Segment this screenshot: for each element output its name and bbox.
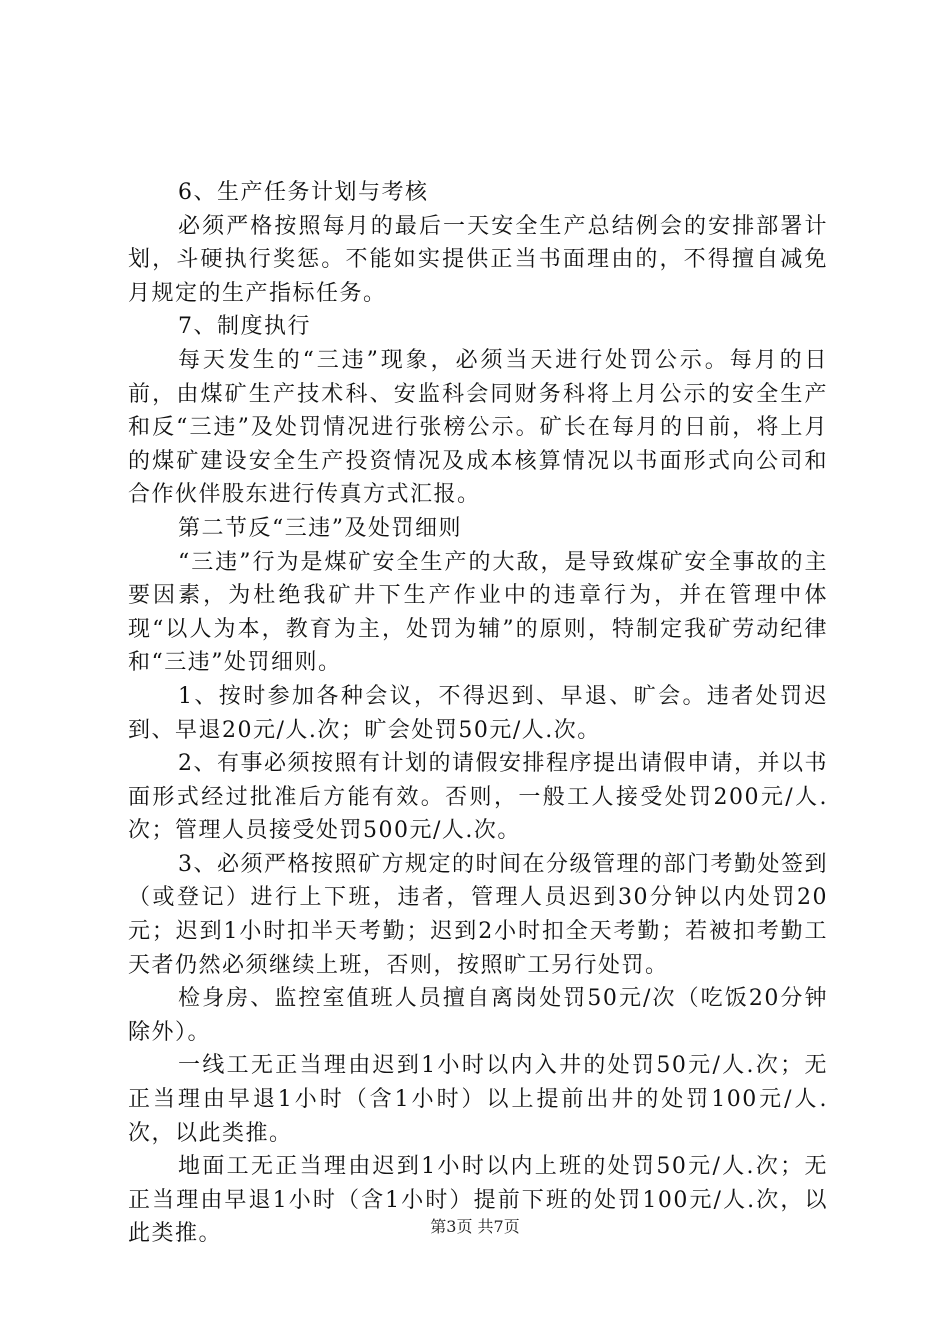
rule-item: 2、有事必须按照有计划的请假安排程序提出请假申请，并以书面形式经过批准后方能有效。否则，一般工人接受处罚200元/人.次；管理人员接受处罚500元/人.次。 [128,751,828,844]
heading-production-plan: 6、生产任务计划与考核 [178,180,429,205]
rule-item: 1、按时参加各种会议，不得迟到、早退、旷会。违者处罚迟到、早退20元/人.次；旷会处罚50元/人.次。 [128,683,828,743]
paragraph: 每天发生的“三违”现象，必须当天进行处罚公示。每月的日前，由煤矿生产技术科、安监科会同财务科将上月公示的安全生产和反“三违”及处罚情况进行张榜公示。矿长在每月的日前，将上月的煤矿建设安全生产投资情况及成本核算情况以书面形式向公司和合作伙伴股东进行传真方式汇报。 [128,347,828,508]
paragraph: “三违”行为是煤矿安全生产的大敌，是导致煤矿安全事故的主要因素，为杜绝我矿井下生产作业中的违章行为，并在管理中体现“以人为本，教育为主，处罚为辅”的原则，特制定我矿劳动纪律和“三违”处罚细则。 [128,549,828,676]
paragraph: 检身房、监控室值班人员擅自离岗处罚50元/次（吃饭20分钟除外）。 [128,986,828,1045]
heading-system-execution: 7、制度执行 [178,314,311,340]
rule-item: 3、必须严格按照矿方规定的时间在分级管理的部门考勤处签到（或登记）进行上下班，违者，管理人员迟到30分钟以内处罚20元；迟到1小时扣半天考勤；迟到2小时扣全天考勤；若被扣考勤工天者仍然必须继续上班，否则，按照旷工另行处罚。 [128,851,828,978]
section-heading: 第二节反“三违”及处罚细则 [178,515,462,541]
paragraph: 必须严格按照每月的最后一天安全生产总结例会的安排部署计划，斗硬执行奖惩。不能如实提供正当书面理由的，不得擅自减免月规定的生产指标任务。 [128,213,828,306]
paragraph: 地面工无正当理由迟到1小时以内上班的处罚50元/人.次；无正当理由早退1小时（含1小时）提前下班的处罚100元/人.次，以此类推。 [128,1154,828,1247]
paragraph: 一线工无正当理由迟到1小时以内入井的处罚50元/人.次；无正当理由早退1小时（含1小时）以上提前出井的处罚100元/人.次，以此类推。 [128,1053,828,1146]
page-number-footer: 第3页 共7页 [430,1217,520,1236]
document-body [128,176,828,1251]
